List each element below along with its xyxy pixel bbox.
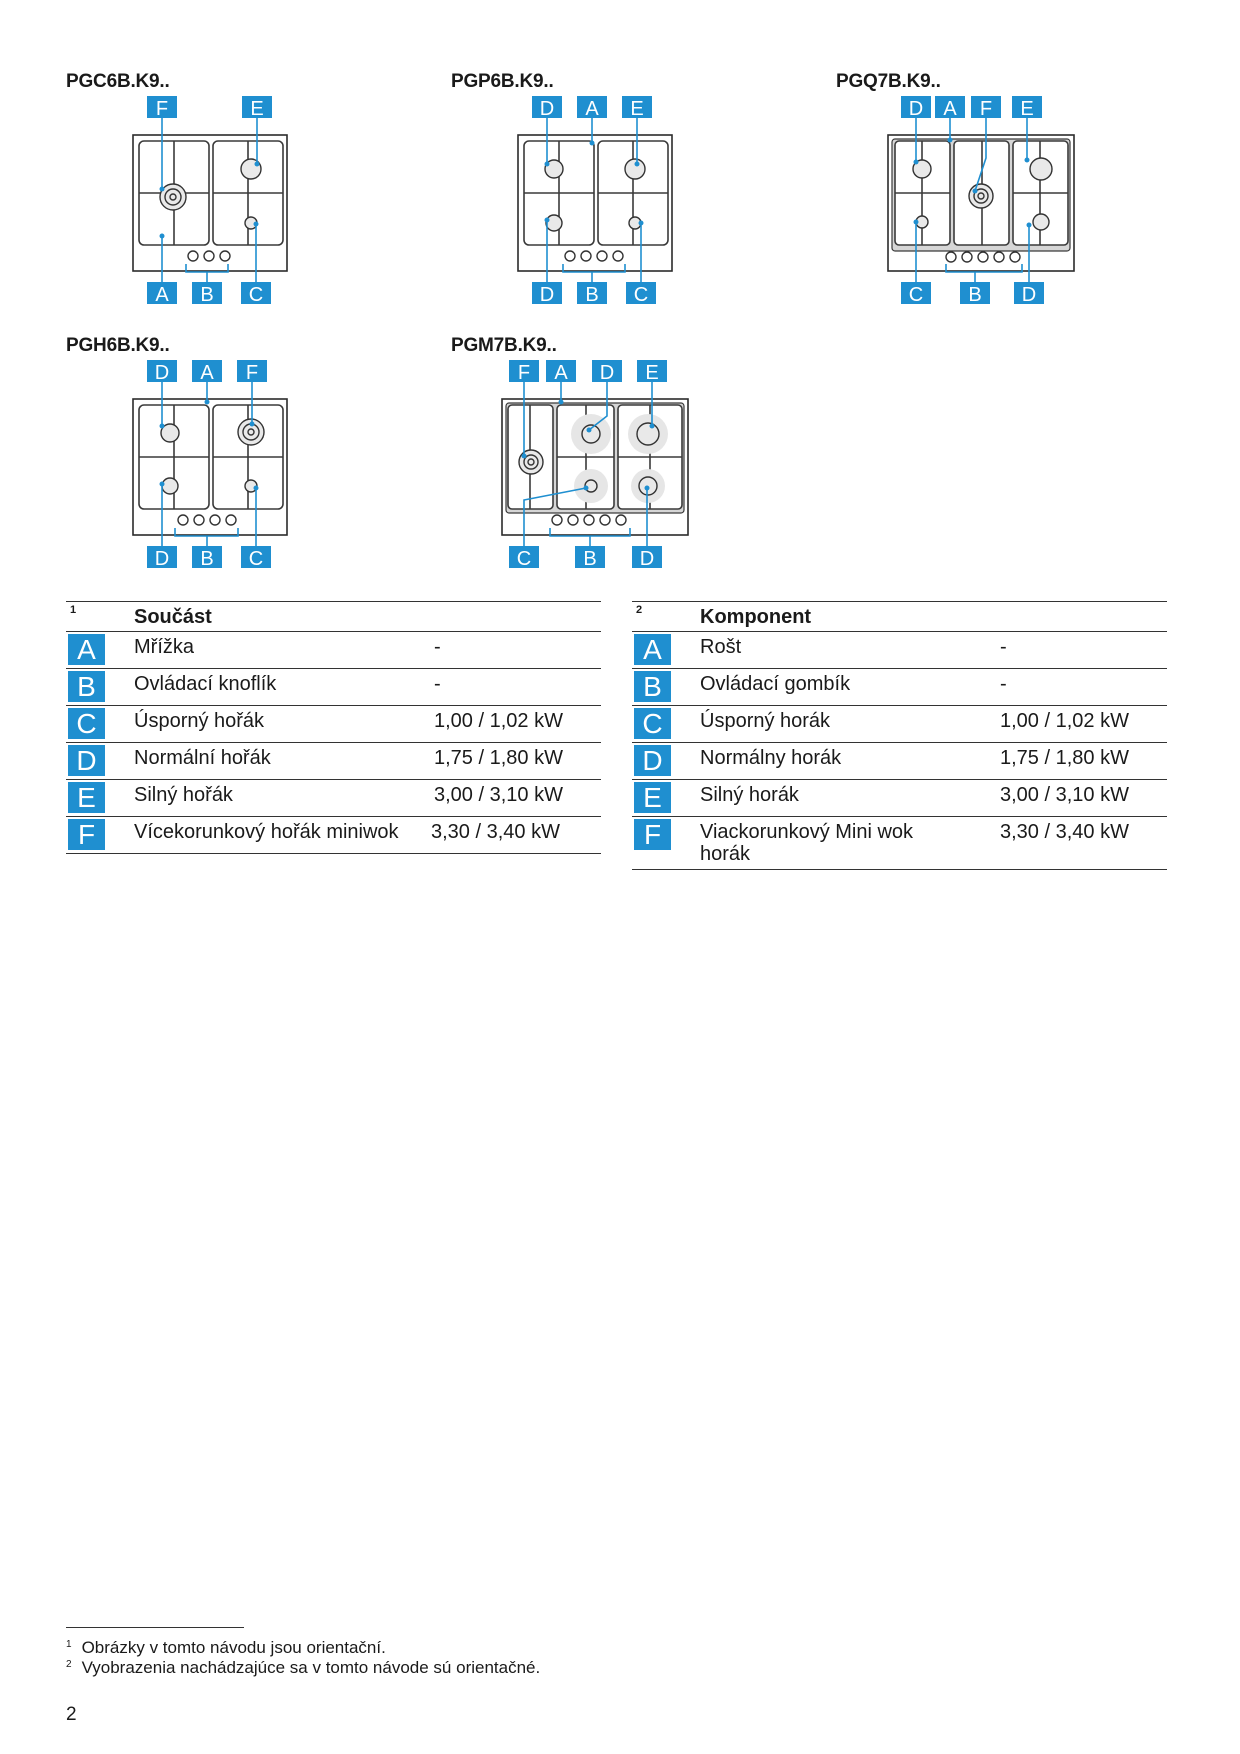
part-power: - (434, 636, 441, 658)
diagram-label: B (200, 548, 214, 570)
part-name: Viackorunkový Mini wok horák (700, 821, 914, 865)
part-name: Vícekorunkový hořák miniwok (134, 821, 399, 843)
part-power: 3,00 / 3,10 kW (1000, 784, 1129, 806)
parts-table-cz (66, 601, 601, 854)
footnote-divider (66, 1627, 244, 1628)
footnote-text: Vyobrazenia nachádzajúce sa v tomto návode sú orientačné. (81, 1658, 541, 1677)
part-power: - (1000, 636, 1007, 658)
footnote-2 (66, 1658, 540, 1678)
part-name: Normální hořák (134, 747, 271, 769)
part-letter-badge: C (68, 708, 105, 739)
part-power: 3,30 / 3,40 kW (431, 821, 560, 843)
part-power: - (434, 673, 441, 695)
table-row (632, 780, 1167, 817)
diagram-label: D (908, 98, 924, 120)
diagram-label: F (245, 362, 259, 384)
diagram-label: F (979, 98, 993, 120)
model-title-pgq7b: PGQ7B.K9.. (836, 71, 941, 92)
hob-diagram-pgp6b (505, 96, 685, 312)
diagram-label: E (645, 362, 659, 384)
hob-diagram-pgh6b (120, 360, 300, 576)
diagram-label: F (517, 362, 531, 384)
part-name: Silný hořák (134, 784, 233, 806)
part-letter-badge: F (634, 819, 671, 850)
diagram-label: C (248, 548, 264, 570)
diagram-label: D (539, 98, 555, 120)
diagram-label: B (968, 284, 982, 306)
diagram-label: E (1020, 98, 1034, 120)
footnote-number: 1 (66, 1639, 72, 1650)
table-row (66, 817, 601, 854)
diagram-label: D (154, 362, 170, 384)
model-title-pgc6b: PGC6B.K9.. (66, 71, 170, 92)
diagram-label: D (539, 284, 555, 306)
hob-diagram-pgq7b (876, 96, 1076, 312)
diagram-label: E (630, 98, 644, 120)
diagram-label: A (200, 362, 214, 384)
part-name: Mřížka (134, 636, 194, 658)
table-row (66, 780, 601, 817)
table-row (632, 817, 1167, 870)
page-number: 2 (66, 1704, 77, 1725)
part-letter-badge: F (68, 819, 105, 850)
table-row (66, 669, 601, 706)
part-power: 1,00 / 1,02 kW (434, 710, 563, 732)
table-header (632, 602, 1167, 632)
model-title-pgp6b: PGP6B.K9.. (451, 71, 554, 92)
footnote-1 (66, 1638, 386, 1658)
diagram-label: D (639, 548, 655, 570)
diagram-label: C (248, 284, 264, 306)
part-name: Ovládací gombík (700, 673, 851, 695)
table-title: Komponent (700, 606, 812, 628)
diagram-label: B (200, 284, 214, 306)
part-power: 1,75 / 1,80 kW (1000, 747, 1129, 769)
part-letter-badge: D (634, 745, 671, 776)
part-power: 3,00 / 3,10 kW (434, 784, 563, 806)
part-power: 1,00 / 1,02 kW (1000, 710, 1129, 732)
part-name: Úsporný horák (700, 710, 831, 732)
model-title-pgm7b: PGM7B.K9.. (451, 335, 557, 356)
part-letter-badge: A (634, 634, 671, 665)
part-letter-badge: B (68, 671, 105, 702)
table-row (66, 632, 601, 669)
part-power: 1,75 / 1,80 kW (434, 747, 563, 769)
table-title: Součást (134, 606, 212, 628)
diagram-label: B (585, 284, 599, 306)
table-row (632, 706, 1167, 743)
diagram-label: A (585, 98, 599, 120)
diagram-label: F (155, 98, 169, 120)
diagram-label: A (943, 98, 957, 120)
diagram-label: D (1021, 284, 1037, 306)
part-name: Ovládací knoflík (134, 673, 277, 695)
part-letter-badge: E (68, 782, 105, 813)
part-name: Normálny horák (700, 747, 842, 769)
footnote-number: 2 (66, 1659, 72, 1670)
part-letter-badge: A (68, 634, 105, 665)
footnote-ref: 1 (70, 604, 77, 616)
footnote-ref: 2 (636, 604, 643, 616)
part-name: Rošt (700, 636, 742, 658)
table-row (66, 706, 601, 743)
table-row (632, 743, 1167, 780)
table-row (632, 632, 1167, 669)
diagram-label: C (516, 548, 532, 570)
model-title-pgh6b: PGH6B.K9.. (66, 335, 170, 356)
diagram-label: A (554, 362, 568, 384)
part-letter-badge: E (634, 782, 671, 813)
part-name: Silný horák (700, 784, 799, 806)
diagram-label: C (908, 284, 924, 306)
part-letter-badge: C (634, 708, 671, 739)
diagram-label: D (154, 548, 170, 570)
diagram-label: A (155, 284, 169, 306)
part-name: Úsporný hořák (134, 710, 265, 732)
hob-diagram-pgc6b (120, 96, 300, 312)
table-row (66, 743, 601, 780)
hob-diagram-pgm7b (494, 360, 694, 576)
diagram-label: D (599, 362, 615, 384)
part-letter-badge: B (634, 671, 671, 702)
diagram-label: B (583, 548, 597, 570)
diagram-label: E (250, 98, 264, 120)
diagram-label: C (633, 284, 649, 306)
table-row (632, 669, 1167, 706)
footnote-text: Obrázky v tomto návodu jsou orientační. (81, 1638, 386, 1657)
part-power: - (1000, 673, 1007, 695)
table-header (66, 602, 601, 632)
parts-table-sk (632, 601, 1167, 870)
part-power: 3,30 / 3,40 kW (1000, 821, 1129, 843)
part-letter-badge: D (68, 745, 105, 776)
